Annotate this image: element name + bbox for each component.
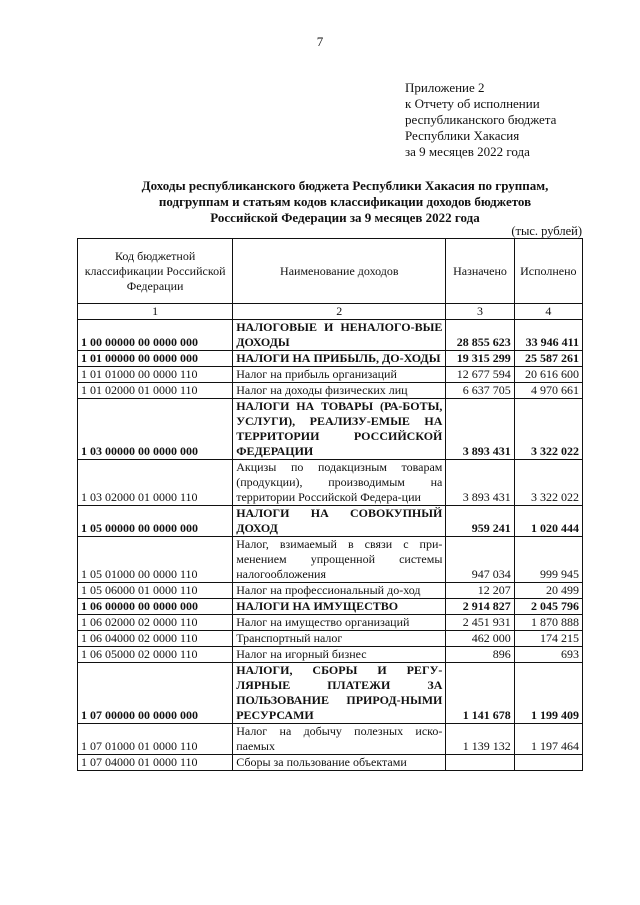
row-executed: 1 199 409 xyxy=(514,663,582,724)
row-code: 1 06 00000 00 0000 000 xyxy=(78,599,233,615)
row-name: НАЛОГИ НА СОВОКУПНЫЙ ДОХОД xyxy=(233,506,446,537)
column-index: 2 xyxy=(233,304,446,320)
row-name: Налог на игорный бизнес xyxy=(233,647,446,663)
appendix-line: республиканского бюджета xyxy=(405,112,557,127)
row-code: 1 00 00000 00 0000 000 xyxy=(78,320,233,351)
row-code: 1 01 02000 01 0000 110 xyxy=(78,383,233,399)
row-code: 1 05 01000 00 0000 110 xyxy=(78,537,233,583)
table-row xyxy=(78,506,583,537)
column-index: 1 xyxy=(78,304,233,320)
header-executed: Исполнено xyxy=(514,239,582,304)
row-name: НАЛОГОВЫЕ И НЕНАЛОГО-ВЫЕ ДОХОДЫ xyxy=(233,320,446,351)
row-executed: 1 870 888 xyxy=(514,615,582,631)
table-row xyxy=(78,320,583,351)
row-executed: 25 587 261 xyxy=(514,351,582,367)
row-executed: 1 197 464 xyxy=(514,724,582,755)
row-name: Акцизы по подакцизным товарам (продукции), производимым на территории Российской Федера-ции xyxy=(233,460,446,506)
title-line: Российской Федерации за 9 месяцев 2022 года xyxy=(210,210,480,225)
row-executed: 3 322 022 xyxy=(514,460,582,506)
row-name: НАЛОГИ НА ТОВАРЫ (РА-БОТЫ, УСЛУГИ), РЕАЛИЗУ-ЕМЫЕ НА ТЕРРИТОРИИ РОССИЙСКОЙ ФЕДЕРАЦИИ xyxy=(233,399,446,460)
table-row xyxy=(78,537,583,583)
units-label: (тыс. рублей) xyxy=(511,224,582,238)
table-row xyxy=(78,615,583,631)
row-code: 1 05 00000 00 0000 000 xyxy=(78,506,233,537)
column-index-row xyxy=(78,304,583,320)
table-row xyxy=(78,367,583,383)
row-name: НАЛОГИ НА ПРИБЫЛЬ, ДО-ХОДЫ xyxy=(233,351,446,367)
appendix-note xyxy=(405,80,556,160)
table-row xyxy=(78,583,583,599)
column-index: 4 xyxy=(514,304,582,320)
row-name: Налог на прибыль организаций xyxy=(233,367,446,383)
header-planned: Назначено xyxy=(446,239,514,304)
header-code: Код бюджетной классификации Российской Федерации xyxy=(78,239,233,304)
page-number: 7 xyxy=(316,34,324,49)
document-title xyxy=(100,178,590,226)
row-code: 1 03 02000 01 0000 110 xyxy=(78,460,233,506)
header-name: Наименование доходов xyxy=(233,239,446,304)
row-executed: 3 322 022 xyxy=(514,399,582,460)
row-planned: 947 034 xyxy=(446,537,514,583)
row-planned: 6 637 705 xyxy=(446,383,514,399)
title-line: Доходы республиканского бюджета Республики Хакасия по группам, xyxy=(141,178,549,193)
row-executed: 1 020 444 xyxy=(514,506,582,537)
row-planned: 19 315 299 xyxy=(446,351,514,367)
table-row xyxy=(78,647,583,663)
row-executed xyxy=(514,755,582,771)
row-name: Налог на профессиональный до-ход xyxy=(233,583,446,599)
table-row xyxy=(78,383,583,399)
row-planned: 28 855 623 xyxy=(446,320,514,351)
table-row xyxy=(78,460,583,506)
row-name: Налог на добычу полезных иско-паемых xyxy=(233,724,446,755)
row-planned: 2 451 931 xyxy=(446,615,514,631)
table-row xyxy=(78,631,583,647)
row-planned: 1 139 132 xyxy=(446,724,514,755)
row-code: 1 01 00000 00 0000 000 xyxy=(78,351,233,367)
column-index: 3 xyxy=(446,304,514,320)
row-planned: 896 xyxy=(446,647,514,663)
row-planned: 3 893 431 xyxy=(446,460,514,506)
appendix-line: Приложение 2 xyxy=(405,80,485,95)
table-header-row xyxy=(78,239,583,304)
row-planned: 462 000 xyxy=(446,631,514,647)
row-name: Налог на имущество организаций xyxy=(233,615,446,631)
row-name: Транспортный налог xyxy=(233,631,446,647)
row-code: 1 05 06000 01 0000 110 xyxy=(78,583,233,599)
appendix-line: Республики Хакасия xyxy=(405,128,520,143)
table-row xyxy=(78,599,583,615)
revenue-table xyxy=(77,238,583,771)
row-code: 1 01 01000 00 0000 110 xyxy=(78,367,233,383)
row-name: Сборы за пользование объектами xyxy=(233,755,446,771)
row-code: 1 07 00000 00 0000 000 xyxy=(78,663,233,724)
row-code: 1 06 05000 02 0000 110 xyxy=(78,647,233,663)
row-code: 1 06 02000 02 0000 110 xyxy=(78,615,233,631)
row-executed: 20 616 600 xyxy=(514,367,582,383)
row-name: Налог на доходы физических лиц xyxy=(233,383,446,399)
row-planned: 959 241 xyxy=(446,506,514,537)
title-line: подгруппам и статьям кодов классификации доходов бюджетов xyxy=(158,194,532,209)
row-executed: 20 499 xyxy=(514,583,582,599)
row-planned: 12 677 594 xyxy=(446,367,514,383)
appendix-line: к Отчету об исполнении xyxy=(405,96,540,111)
row-code: 1 03 00000 00 0000 000 xyxy=(78,399,233,460)
table-row xyxy=(78,351,583,367)
row-name: НАЛОГИ НА ИМУЩЕСТВО xyxy=(233,599,446,615)
row-planned: 1 141 678 xyxy=(446,663,514,724)
row-planned: 2 914 827 xyxy=(446,599,514,615)
row-code: 1 06 04000 02 0000 110 xyxy=(78,631,233,647)
table-row xyxy=(78,399,583,460)
table-row xyxy=(78,663,583,724)
table-body xyxy=(78,304,583,771)
row-code: 1 07 01000 01 0000 110 xyxy=(78,724,233,755)
row-executed: 174 215 xyxy=(514,631,582,647)
table-row xyxy=(78,755,583,771)
row-executed: 693 xyxy=(514,647,582,663)
table-row xyxy=(78,724,583,755)
row-planned: 3 893 431 xyxy=(446,399,514,460)
row-executed: 2 045 796 xyxy=(514,599,582,615)
row-executed: 4 970 661 xyxy=(514,383,582,399)
row-name: НАЛОГИ, СБОРЫ И РЕГУ-ЛЯРНЫЕ ПЛАТЕЖИ ЗА ПОЛЬЗОВАНИЕ ПРИРОД-НЫМИ РЕСУРСАМИ xyxy=(233,663,446,724)
row-executed: 999 945 xyxy=(514,537,582,583)
row-planned: 12 207 xyxy=(446,583,514,599)
row-executed: 33 946 411 xyxy=(514,320,582,351)
row-planned xyxy=(446,755,514,771)
appendix-line: за 9 месяцев 2022 года xyxy=(405,144,530,159)
row-code: 1 07 04000 01 0000 110 xyxy=(78,755,233,771)
row-name: Налог, взимаемый в связи с при-менением упрощенной системы налогообложения xyxy=(233,537,446,583)
